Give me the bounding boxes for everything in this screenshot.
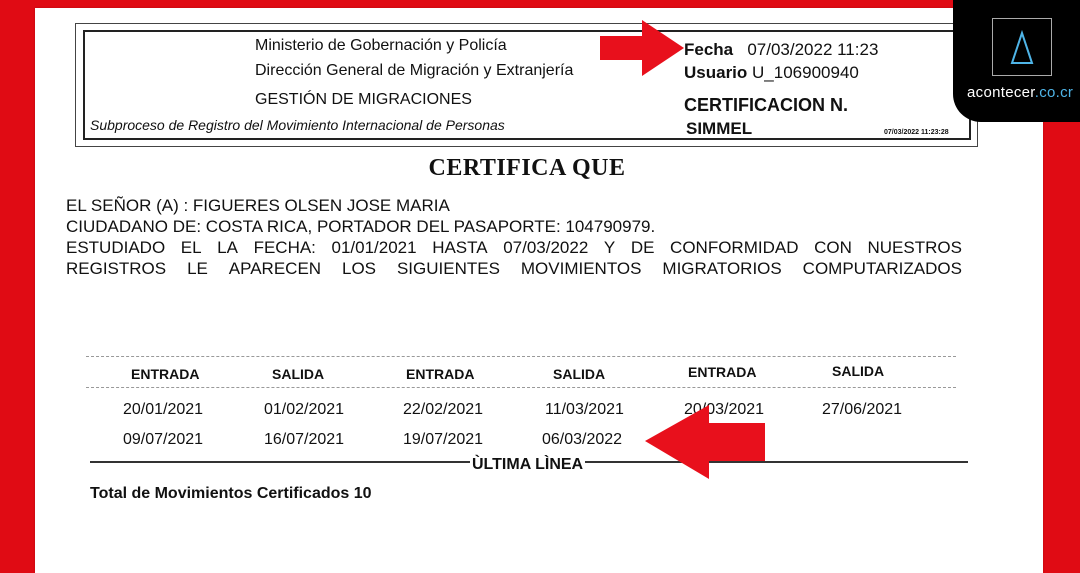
word: NUESTROS [867,238,962,257]
ultima-linea-label: ÙLTIMA LÌNEA [472,456,584,473]
citizenship-line: CIUDADANO DE: COSTA RICA, PORTADOR DEL PASAPORTE: 104790979. [66,217,656,236]
document-title: CERTIFICA QUE [428,155,626,181]
word: LE [187,259,208,278]
word: SIGUIENTES [396,259,500,278]
word: CONFORMIDAD [670,238,799,257]
table-cell: 11/03/2021 [545,401,624,418]
word: DE [630,238,655,257]
ministry-name: Ministerio de Gobernación y Policía [255,37,507,54]
subprocess-name: Subproceso de Registro del Movimiento Internacional de Personas [90,117,505,133]
column-header: ENTRADA [406,366,475,382]
table-cell: 09/07/2021 [123,431,204,448]
table-cell: 01/02/2021 [264,401,345,418]
table-cell: 20/03/2021 [684,401,765,418]
study-period-line [66,238,962,258]
records-line [66,259,962,279]
logo-name: acontecer [967,84,1035,101]
table-cell: 20/01/2021 [123,401,204,418]
table-header-divider [86,387,956,388]
word: HASTA [432,238,488,257]
logo-suffix: .co.cr [1034,84,1074,101]
word: ESTUDIADO [66,238,166,257]
column-header: SALIDA [272,366,325,382]
word: LOS [342,259,377,278]
usuario-row [684,63,859,83]
word: 07/03/2022 [503,238,589,257]
table-cell: 16/07/2021 [264,431,345,448]
usuario-value: U_106900940 [752,63,859,82]
certification-label: CERTIFICACION N. [684,95,848,115]
red-arrow-left-icon [643,403,768,483]
word: Y [603,238,616,257]
word: APARECEN [228,259,322,278]
column-header: ENTRADA [688,364,757,380]
table-cell: 19/07/2021 [403,431,484,448]
table-top-divider [86,356,956,357]
word: EL [180,238,202,257]
fecha-row [684,40,878,60]
column-header: SALIDA [553,366,606,382]
citizen-name-line: EL SEÑOR (A) : FIGUERES OLSEN JOSE MARIA [66,196,450,215]
fecha-value: 07/03/2022 11:23 [747,40,879,59]
word: COMPUTARIZADOS [802,259,962,278]
direction-name: Dirección General de Migración y Extranjería [255,62,574,79]
system-name: SIMMEL [686,119,753,138]
word: LA [217,238,238,257]
word: CON [814,238,852,257]
total-movements: Total de Movimientos Certificados 10 [90,485,372,502]
table-cell: 22/02/2021 [403,401,484,418]
word: REGISTROS [66,259,167,278]
usuario-label: Usuario [684,63,748,82]
logo-wordmark [967,84,1073,101]
acontecer-logo [953,0,1080,122]
print-timestamp: 07/03/2022 11:23:28 [884,129,949,136]
column-header: SALIDA [832,363,885,379]
word: MIGRATORIOS [662,259,782,278]
office-name: GESTIÓN DE MIGRACIONES [255,91,472,108]
column-header: ENTRADA [131,366,200,382]
red-arrow-right-icon [598,18,686,80]
triangle-icon [993,19,1051,75]
fecha-label: Fecha [684,40,734,59]
word: 01/01/2021 [331,238,417,257]
table-cell: 27/06/2021 [822,401,903,418]
logo-frame [992,18,1052,76]
word: MOVIMIENTOS [520,259,642,278]
table-cell: 06/03/2022 [542,431,623,448]
word: FECHA: [253,238,316,257]
